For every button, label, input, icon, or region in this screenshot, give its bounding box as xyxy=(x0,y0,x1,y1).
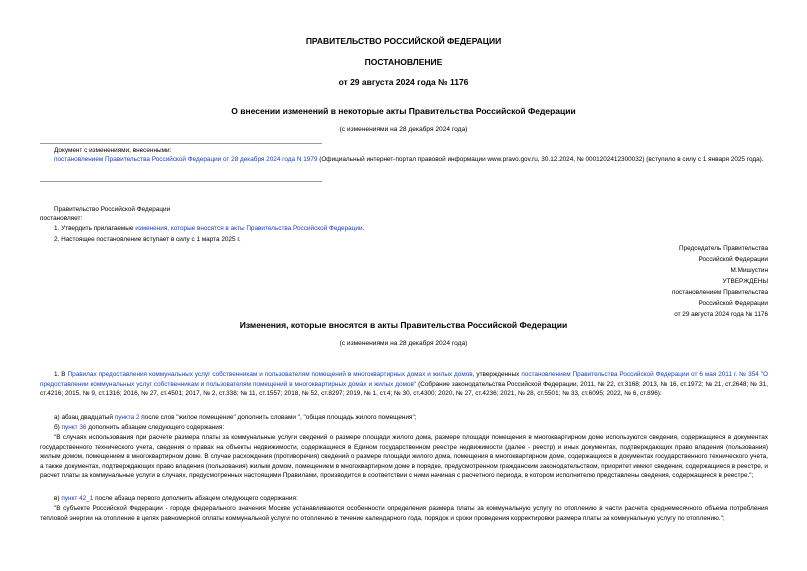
quote-1: "В случаях использования при расчете размера платы за коммунальные услуги сведений о размере площади жилого дома, размере площади помещения в многоквартирном доме используются сведения, содержащиеся в документах государственного технического учета, сведения о правах на объекты недвижимости, содержащиеся в Едином государственном реестре недвижимости (далее - реестр) и иных документах, подтверждающих право владения (пользования) жилым домом, помещением в многоквартирном доме. В случае расхождения (противоречия) сведений о размере площади жилого дома, помещения в многоквартирном доме, содержащихся в документах государственного технического учета, а также документах, подтверждающих право владения (пользования) жилым домом, помещением в многоквартирном доме в порядке, предусмотренном гражданским законодательством, приоритет имеют сведения, содержащиеся в реестре, и расчет платы за коммунальные услуги в случаях, предусмотренных настоящими Правилами, производится в соответствии с ними начиная с расчетного периода, в котором исполнителю представлены сведения, содержащиеся в реестре."; xyxy=(40,434,768,480)
pa-post: после слов "жилое помещение" дополнить словами ", "общая площадь жилого помещения"; xyxy=(139,414,417,421)
item-1-pre: 1. Утвердить прилагаемые xyxy=(54,225,136,232)
approval-date: от 29 августа 2024 года № 1176 xyxy=(674,311,768,318)
approved-changes-link[interactable]: изменения, которые вносятся в акты Правительства Российской Федерации xyxy=(135,225,363,232)
amending-decree-link[interactable]: постановлением Правительства Российской Федерации от 28 декабря 2024 года N 1979 xyxy=(54,156,318,163)
changes-box-intro: Документ с изменениями, внесенными: xyxy=(54,147,172,154)
item-2: 2. Настоящее постановление вступает в силу с 1 марта 2025 г. xyxy=(54,236,241,243)
document-title: О внесении изменений в некоторые акты Правительства Российской Федерации xyxy=(231,106,576,116)
pv-post: после абзаца первого дополнить абзацем следующего содержания: xyxy=(93,495,298,502)
pv-pre: в) xyxy=(54,495,62,502)
clause-42-1-link[interactable]: пункт 42_1 xyxy=(61,495,94,502)
document-type: ПОСТАНОВЛЕНИЕ xyxy=(364,57,443,67)
subitem-v xyxy=(54,494,768,504)
approval-stamp: УТВЕРЖДЕНЫ xyxy=(722,278,768,285)
decree-354-link[interactable]: постановлением Правительства Российской Федерации от 6 мая 2011 г. № 354 "О предоставлении коммунальных услуг собственникам и пользователям помещений в многоквартирных домах и жилых домов" xyxy=(40,371,768,388)
document-date: от 29 августа 2024 года № 1176 xyxy=(338,77,469,87)
changes-box-text xyxy=(40,155,768,165)
quote-2: "В субъекте Российской Федерации - городе федерального значения Москве устанавливаются особенности определения размера платы за коммунальную услугу по отоплению в части расчета среднемесячного объема потребления тепловой энергии на отопление в целях равномерной оплаты коммунальной услуги по отоплению в течение календарного года, порядок и сроки проведения корректировки размера платы за коммунальную услугу по отоплению."; xyxy=(40,505,768,522)
approval-org: Российской Федерации xyxy=(698,300,768,307)
changes-box-rest: (Официальный интернет-портал правовой информации www.pravo.gov.ru, 30.12.2024, № 0001202412300032) (вступило в силу с 1 января 2025 года). xyxy=(317,156,764,163)
item-1-post: . xyxy=(362,225,365,232)
clause-36-link[interactable]: пункт 36 xyxy=(61,424,87,431)
signature-org: Российской Федерации xyxy=(698,256,768,263)
changes-edition-note: (с изменениями на 28 декабря 2024 года) xyxy=(339,340,468,347)
signature-name: М.Мишустин xyxy=(730,267,768,274)
subitem-b xyxy=(54,423,768,433)
changes-box-top-rule xyxy=(40,143,322,144)
rules-link[interactable]: Правилах предоставления коммунальных услуг собственникам и пользователям помещений в многоквартирных домах и жилых домов xyxy=(67,371,473,378)
p1-pre: 1. В xyxy=(54,371,68,378)
p1-mid: , утвержденных xyxy=(472,371,522,378)
clause-2-link[interactable]: пункта 2 xyxy=(114,414,140,421)
government-heading: ПРАВИТЕЛЬСТВО РОССИЙСКОЙ ФЕДЕРАЦИИ xyxy=(305,36,502,46)
issuer: Правительство Российской Федерации xyxy=(54,206,171,213)
pb-post: дополнить абзацем следующего содержания: xyxy=(86,424,225,431)
signature-position: Председатель Правительства xyxy=(679,245,768,252)
approval-by: постановлением Правительства xyxy=(672,289,768,296)
edition-note: (с изменениями на 28 декабря 2024 года) xyxy=(339,126,468,133)
item-1 xyxy=(54,224,768,234)
decides-word: постановляет: xyxy=(40,215,83,222)
paragraph-1 xyxy=(40,370,768,399)
changes-title: Изменения, которые вносятся в акты Правительства Российской Федерации xyxy=(239,320,568,330)
pa-pre: а) абзац двадцатый xyxy=(54,414,115,421)
subitem-a xyxy=(54,413,768,423)
changes-box-bottom-rule xyxy=(40,181,322,182)
p1-post: (Собрание законодательства Российской Федерации, 2011, № 22, ст.3168; 2013, № 16, ст.1972; № 21, ст.2648; № 31, ст.4216; 2015, № 9, ст.1316; 2016, № 27, ст.4501; 2017, № 2, ст.338; № 11, ст.1557; 2018, № 52, ст.8297; 2019, № 1, ст.4; № 30, ст.4300; 2020, № 27, ст.4236; 2021, № 28, ст.5501; № 33, ст.6095; 2022, № 6, ст.896): xyxy=(40,380,768,398)
pb-pre: б) xyxy=(54,424,62,431)
